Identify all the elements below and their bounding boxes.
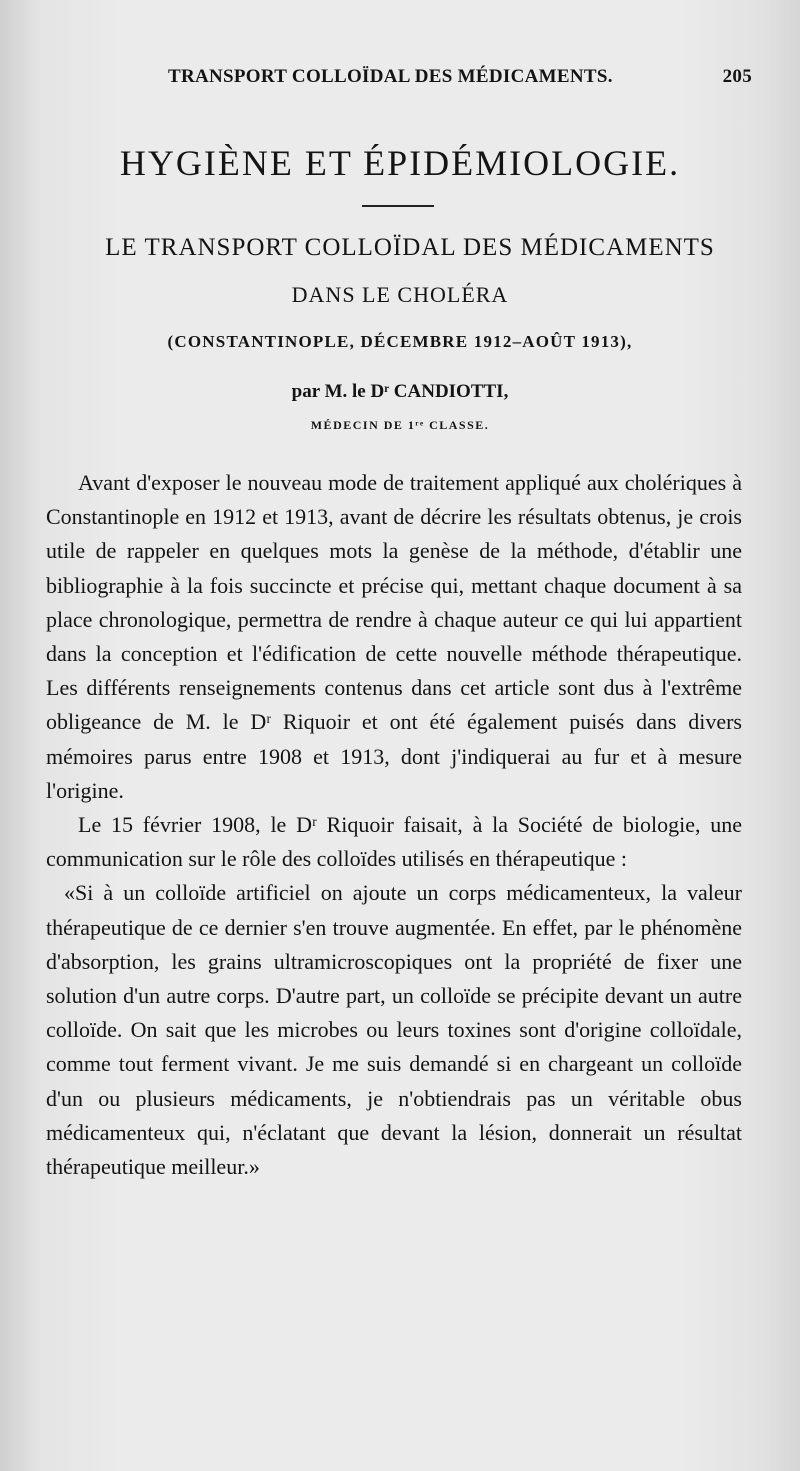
article-dates: (CONSTANTINOPLE, DÉCEMBRE 1912–AOÛT 1913), [167,332,633,351]
article-subtitle: DANS LE CHOLÉRA [291,282,509,307]
page-number: 205 [722,66,752,87]
article-body [46,466,742,1184]
paragraph: Avant d'exposer le nouveau mode de traitement appliqué aux cholériques à Constantinople en 1912 et 1913, avant de décrire les résultats obtenus, je crois utile de rappeler en quelques mots la genèse de la méthode, d'établir une bibliographie à la fois succincte et précise qui, mettant chaque document à sa place chronologique, permettra de rendre à chaque auteur ce qui lui appartient dans la conception et l'édification de cette nouvelle méthode thérapeutique. Les différents renseignements contenus dans cet article sont dus à l'extrême obligeance de M. le Dʳ Riquoir et ont été également puisés dans divers mémoires parus entre 1908 et 1913, dont j'indiquerai au fur et à mesure l'origine. [46,470,742,803]
article-author: par M. le Dʳ CANDIOTTI, [291,381,509,402]
author-title: MÉDECIN DE 1ʳᵉ CLASSE. [310,418,490,432]
paragraph: Le 15 février 1908, le Dʳ Riquoir faisait, à la Société de biologie, une communication sur le rôle des colloïdes utilisés en thérapeutique : [46,812,742,872]
running-head-title: TRANSPORT COLLOÏDAL DES MÉDICAMENTS. [168,66,613,87]
quoted-paragraph: «Si à un colloïde artificiel on ajoute un corps médicamenteux, la valeur thérapeutique de ce dernier s'en trouve augmentée. En effet, par le phénomène d'absorption, les grains ultramicroscopiques ont la propriété de fixer une solution d'un autre corps. D'autre part, un colloïde se précipite devant un autre colloïde. On sait que les microbes ou leurs toxines sont d'origine colloïdale, comme tout ferment vivant. Je me suis demandé si en chargeant un colloïde d'un ou plusieurs médicaments, je n'obtiendrais pas un véritable obus médicamenteux qui, n'éclatant que devant la lésion, donnerait un résultat thérapeutique meilleur.» [46,880,742,1180]
running-head [160,64,760,94]
section-title: HYGIÈNE ET ÉPIDÉMIOLOGIE. [119,143,681,183]
article-title: LE TRANSPORT COLLOÏDAL DES MÉDICAMENTS [105,234,715,261]
title-rule [362,205,434,207]
